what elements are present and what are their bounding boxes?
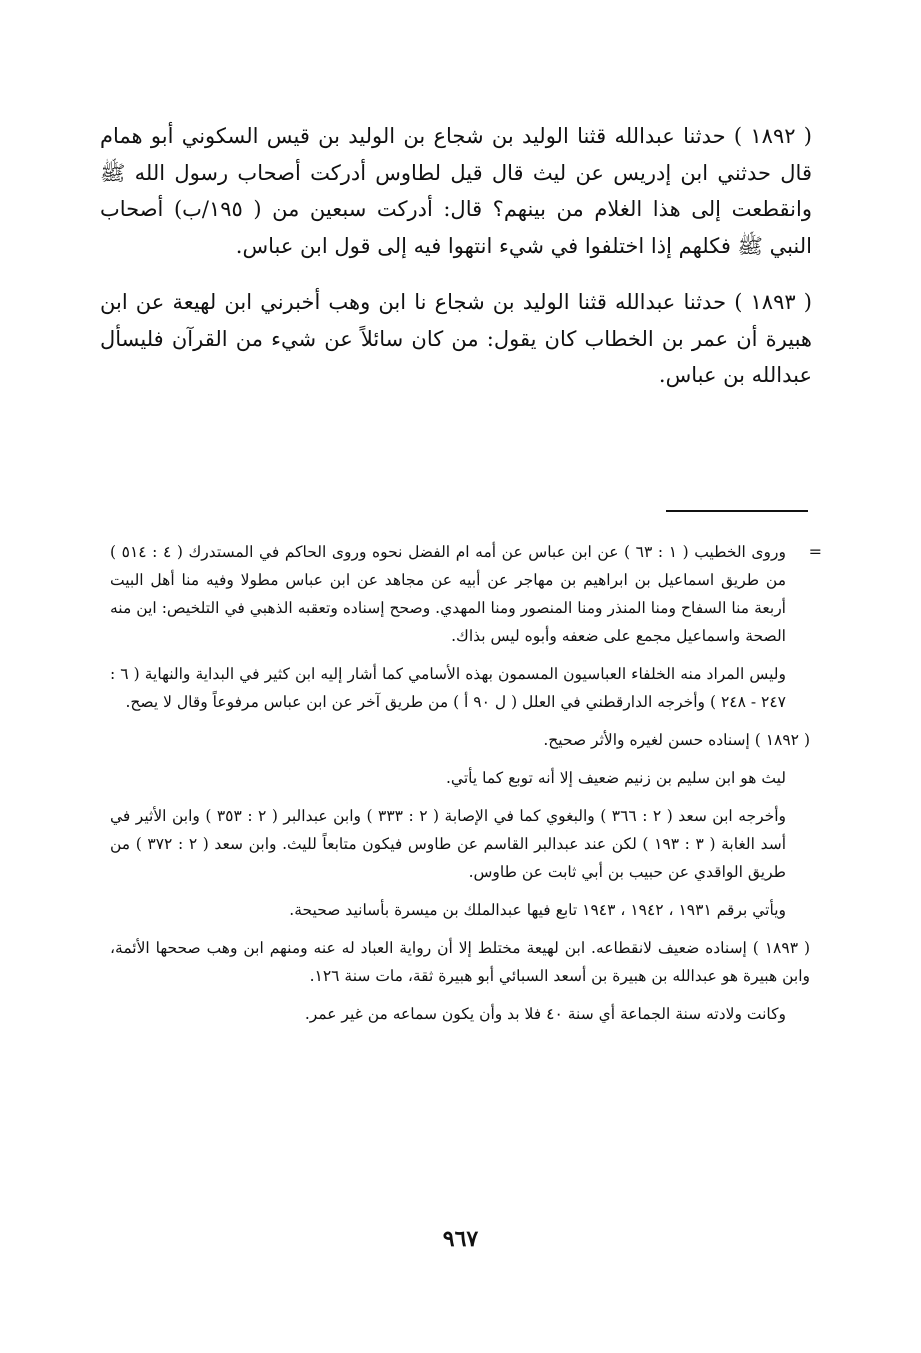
- narration-1892: ( ١٨٩٢ ) حدثنا عبدالله قثنا الوليد بن شجاع بن الوليد بن قيس السكوني أبو همام قال حدثني ابن إدريس عن ليث قال قيل لطاوس أدركت أصحاب رسول الله ﷺ وانقطعت إلى هذا الغلام من بينهم؟ قال: أدركت سبعين من ( ١٩٥/ب) أصحاب النبي ﷺ فكلهم إذا اختلفوا في شيء انتهوا فيه إلى قول ابن عباس.: [100, 124, 813, 258]
- footnote-paragraph: ليث هو ابن سليم بن زنيم ضعيف إلا أنه توبع كما يأتي.: [445, 769, 786, 787]
- page-number: ٩٦٧: [442, 1226, 479, 1252]
- narration-1893: ( ١٨٩٣ ) حدثنا عبدالله قثنا الوليد بن شجاع نا ابن وهب أخبرني ابن لهيعة عن ابن هبيرة أن عمر بن الخطاب كان يقول: من كان سائلاً عن شيء من القرآن فليسأل عبدالله بن عباس.: [100, 290, 812, 387]
- footnote-1892: ( ١٨٩٢ ) إسناده حسن لغيره والأثر صحيح.: [543, 731, 810, 749]
- footnote-paragraph: وكانت ولادته سنة الجماعة أي سنة ٤٠ فلا بد وأن يكون سماعه من غير عمر.: [304, 1005, 786, 1023]
- main-text: [100, 118, 812, 414]
- footnote-separator: [666, 510, 808, 512]
- continuation-mark: =: [808, 542, 822, 561]
- footnote-1893: ( ١٨٩٣ ) إسناده ضعيف لانقطاعه. ابن لهيعة مختلط إلا أن رواية العباد له عنه ومنهم ابن وهب صححها الأئمة، وابن هبيرة هو عبدالله بن هبيرة بن أسعد السبائي أبو هبيرة ثقة، مات سنة ١٢٦.: [110, 939, 810, 985]
- footnote-text: وروى الخطيب ( ١ : ٦٣ ) عن ابن عباس عن أمه ام الفضل نحوه وروى الحاكم في المستدرك ( ٤ : ٥١٤ ) من طريق اسماعيل بن ابراهيم بن مهاجر عن أبيه عن مجاهد عن ابن عباس مطولا وفيه منا أهل البيت أربعة منا السفاح ومنا المنذر ومنا المنصور ومنا المهدي. وصحح إسناده وتعقبه الذهبي في التلخيص: اين منه الصحة واسماعيل مجمع على ضعفه وأبوه ليس بذاك.: [110, 543, 787, 645]
- footnote-paragraph: ويأتي برقم ١٩٣١ ، ١٩٤٢ ، ١٩٤٣ تابع فيها عبدالملك بن ميسرة بأسانيد صحيحة.: [289, 901, 786, 919]
- footnote-paragraph: وأخرجه ابن سعد ( ٢ : ٣٦٦ ) والبغوي كما في الإصابة ( ٢ : ٣٣٣ ) وابن عبدالبر ( ٢ : ٣٥٣ ) وابن الأثير في أسد الغابة ( ٣ : ١٩٣ ) لكن عند عبدالبر القاسم عن طاوس فيكون متابعاً لليث. وابن سعد ( ٢ : ٣٧٢ ) من طريق الواقدي عن حبيب بن أبي ثابت عن طاوس.: [110, 807, 787, 881]
- footnote-continued: [110, 538, 822, 650]
- footnotes: [110, 538, 822, 1038]
- footnote-paragraph: وليس المراد منه الخلفاء العباسيون المسمون بهذه الأسامي كما أشار إليه ابن كثير في البداية والنهاية ( ٦ : ٢٤٧ - ٢٤٨ ) وأخرجه الدارقطني في العلل ( ل ٩٠ أ ) من طريق آخر عن ابن عباس مرفوعاً وقال لا يصح.: [110, 665, 786, 711]
